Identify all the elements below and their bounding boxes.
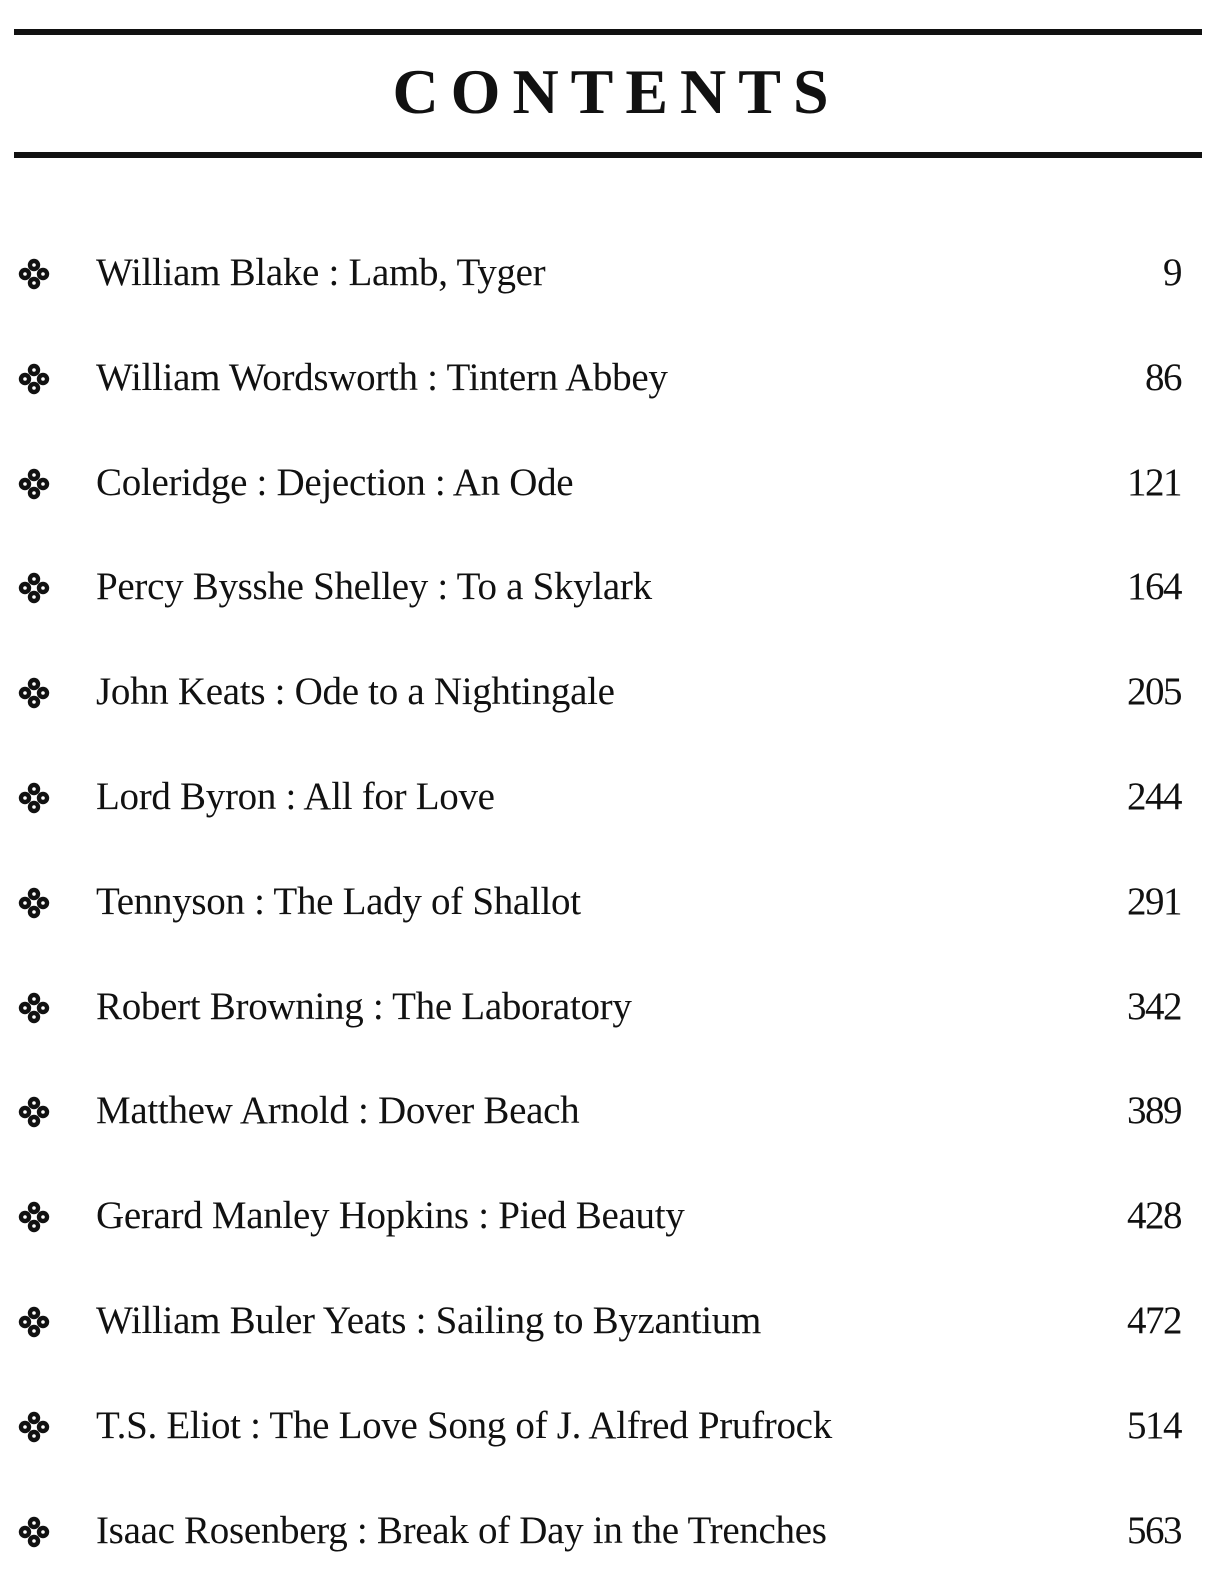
toc-entry-title: Percy Bysshe Shelley : To a Skylark xyxy=(96,565,652,609)
fleuron-bullet-icon xyxy=(17,571,51,605)
toc-entry-page: 244 xyxy=(1127,774,1181,818)
toc-entry-page: 205 xyxy=(1127,670,1181,714)
page-title: CONTENTS xyxy=(392,56,841,127)
toc-entry-title: Tennyson : The Lady of Shallot xyxy=(96,879,581,923)
toc-entry-title: John Keats : Ode to a Nightingale xyxy=(96,670,615,714)
fleuron-bullet-icon xyxy=(17,1410,51,1444)
toc-entry-page: 291 xyxy=(1127,879,1181,923)
top-rule xyxy=(14,29,1202,35)
toc-entry[interactable] xyxy=(0,743,1221,848)
toc-entry-page: 342 xyxy=(1127,984,1181,1028)
toc-entry[interactable] xyxy=(0,533,1221,638)
toc-entry[interactable] xyxy=(0,1267,1221,1372)
bottom-rule xyxy=(14,152,1202,158)
fleuron-bullet-icon xyxy=(17,1305,51,1339)
toc-entry-page: 389 xyxy=(1127,1089,1181,1133)
toc-entry-page: 514 xyxy=(1127,1403,1181,1447)
fleuron-bullet-icon xyxy=(17,991,51,1025)
toc-entry-page: 428 xyxy=(1127,1194,1181,1238)
toc-entry-title: Robert Browning : The Laboratory xyxy=(96,984,632,1028)
toc-entry-title: Coleridge : Dejection : An Ode xyxy=(96,460,574,504)
toc-entry[interactable] xyxy=(0,1477,1221,1582)
toc-entry-title: Lord Byron : All for Love xyxy=(96,774,495,818)
table-of-contents xyxy=(0,219,1221,1581)
toc-entry[interactable] xyxy=(0,953,1221,1058)
fleuron-bullet-icon xyxy=(17,781,51,815)
toc-entry[interactable] xyxy=(0,1372,1221,1477)
toc-entry[interactable] xyxy=(0,1162,1221,1267)
toc-entry-page: 472 xyxy=(1127,1298,1181,1342)
toc-entry[interactable] xyxy=(0,1057,1221,1162)
toc-entry-title: William Wordsworth : Tintern Abbey xyxy=(96,355,668,399)
toc-entry-title: William Buler Yeats : Sailing to Byzantium xyxy=(96,1298,762,1342)
toc-entry[interactable] xyxy=(0,429,1221,534)
fleuron-bullet-icon xyxy=(17,886,51,920)
fleuron-bullet-icon xyxy=(17,257,51,291)
toc-entry-title: William Blake : Lamb, Tyger xyxy=(96,251,546,294)
toc-entry-page: 121 xyxy=(1127,460,1181,504)
toc-entry-title: Isaac Rosenberg : Break of Day in the Trenches xyxy=(96,1508,827,1552)
fleuron-bullet-icon xyxy=(17,1095,51,1129)
toc-entry[interactable] xyxy=(0,638,1221,743)
toc-entry-page: 563 xyxy=(1127,1508,1181,1552)
toc-entry[interactable] xyxy=(0,324,1221,429)
toc-entry[interactable] xyxy=(0,848,1221,953)
toc-entry-page: 164 xyxy=(1127,565,1181,609)
toc-entry-title: T.S. Eliot : The Love Song of J. Alfred Prufrock xyxy=(96,1403,832,1447)
toc-entry-page: 9 xyxy=(1163,251,1181,294)
fleuron-bullet-icon xyxy=(17,467,51,501)
fleuron-bullet-icon xyxy=(17,1200,51,1234)
toc-entry-page: 86 xyxy=(1145,355,1181,399)
toc-entry[interactable] xyxy=(0,219,1221,324)
fleuron-bullet-icon xyxy=(17,1515,51,1549)
toc-entry-title: Gerard Manley Hopkins : Pied Beauty xyxy=(96,1194,685,1238)
fleuron-bullet-icon xyxy=(17,676,51,710)
toc-entry-title: Matthew Arnold : Dover Beach xyxy=(96,1089,580,1133)
fleuron-bullet-icon xyxy=(17,362,51,396)
